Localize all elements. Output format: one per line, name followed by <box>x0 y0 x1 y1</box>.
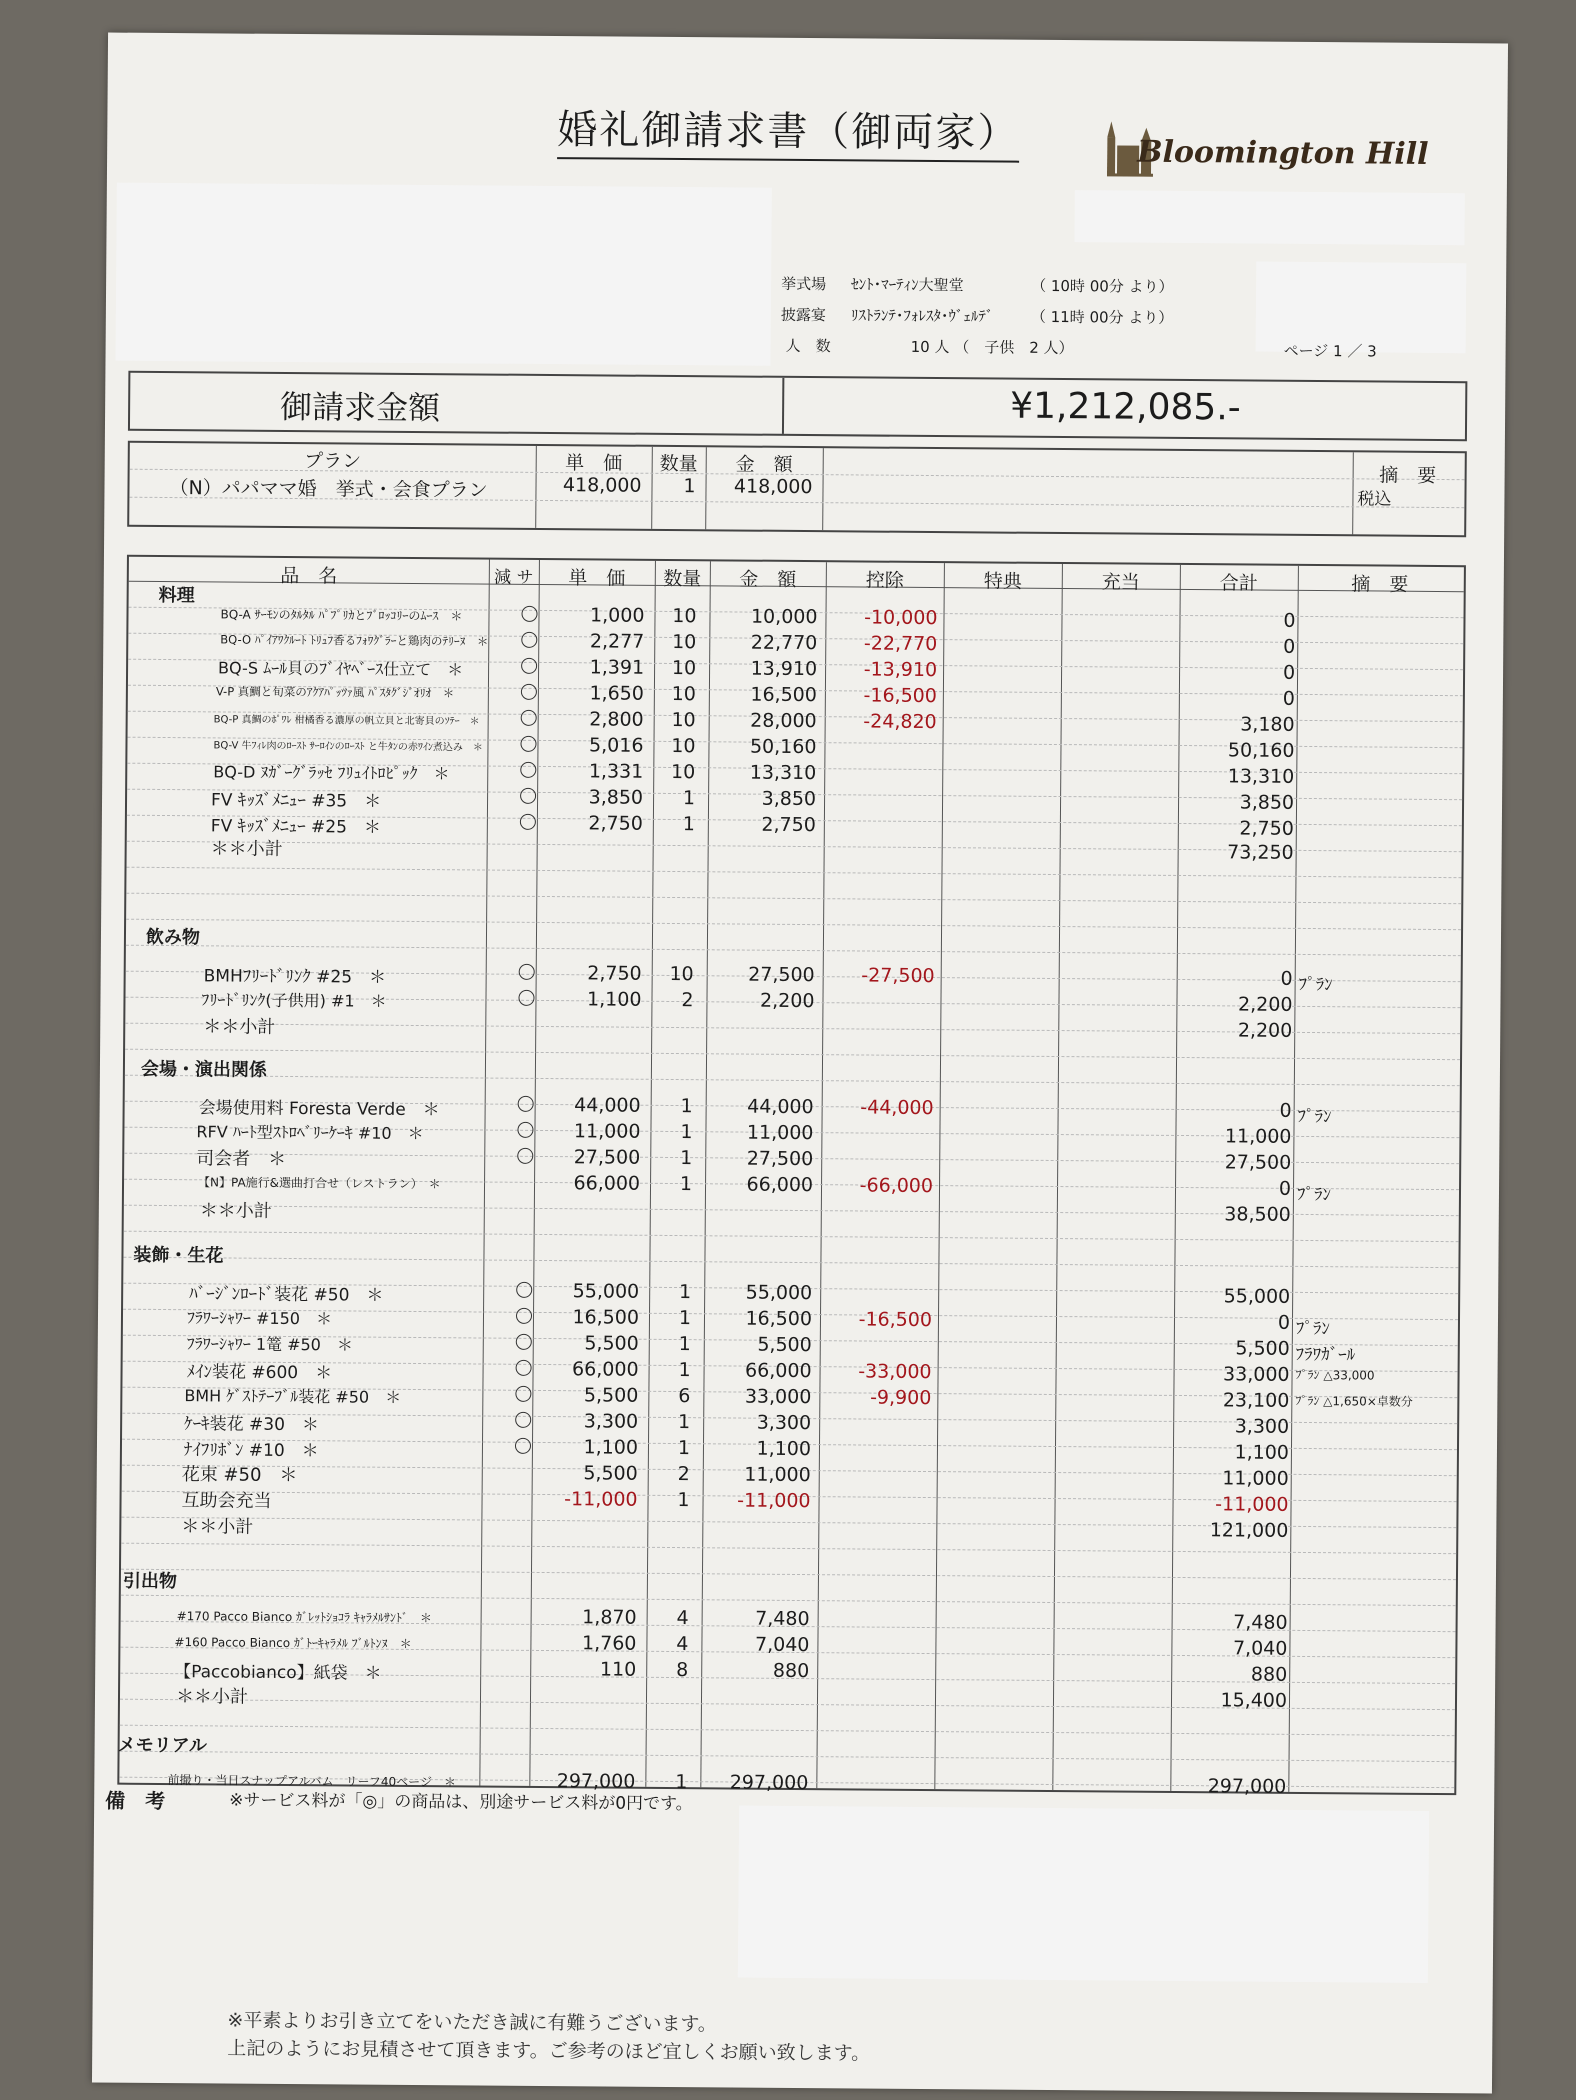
item-name: ＊＊小計 <box>181 1516 254 1538</box>
footer-line-1: ※平素よりお引き立てをいただき誠に有難うございます。 <box>227 2009 717 2036</box>
amount: 66,000 <box>746 1173 814 1197</box>
total-box <box>128 371 1467 442</box>
unit-price: 2,277 <box>589 630 645 653</box>
amount: 880 <box>772 1659 810 1683</box>
redacted-block <box>115 183 771 366</box>
amount: 5,500 <box>757 1333 812 1357</box>
unit-price: 11,000 <box>573 1120 641 1143</box>
item-name: 【N】PA施行&選曲打合せ（レストラン） ＊ <box>197 1175 441 1192</box>
redacted-block <box>738 1806 1429 1983</box>
header-allocation: 充当 <box>1101 571 1140 594</box>
item-name: ＊＊小計 <box>210 838 283 860</box>
remarks-area <box>105 1781 1452 2041</box>
invoice-title: 婚礼御請求書（御両家） <box>557 98 1019 163</box>
quantity: 1 <box>679 1173 693 1196</box>
plan-header-remarks: 摘 要 <box>1379 464 1437 487</box>
row-remarks: ﾌﾟﾗﾝ △1,650×卓数分 <box>1295 1393 1413 1409</box>
plan-header-name: プラン <box>304 450 362 473</box>
circle-mark <box>515 1412 531 1428</box>
total-amount: ¥1,212,085.- <box>1010 385 1241 429</box>
section-memorial: メモリアル <box>117 1734 207 1757</box>
row-total: -11,000 <box>1215 1493 1289 1516</box>
circle-mark <box>520 814 536 830</box>
circle-mark <box>516 1282 532 1298</box>
quantity: 4 <box>676 1633 689 1656</box>
plan-qty: 1 <box>683 475 696 498</box>
row-total: 2,750 <box>1239 817 1294 840</box>
item-name: 花束 #50 ＊ <box>181 1464 298 1487</box>
item-name: BQ-S ﾑｰﾙ貝のﾌﾞｲﾔﾍﾞｰｽ仕立て ＊ <box>218 658 464 680</box>
unit-price: 1,870 <box>582 1606 637 1629</box>
quantity: 1 <box>680 1147 693 1170</box>
row-remarks: ﾌﾟﾗﾝ △33,000 <box>1295 1367 1375 1383</box>
row-total: 7,040 <box>1232 1637 1288 1660</box>
row-remarks: ﾌﾟﾗﾝ <box>1296 1184 1332 1206</box>
row-remarks: ﾌﾗﾜｶﾞｰﾙ <box>1295 1344 1356 1366</box>
item-name: BQ-P 真鯛のﾎﾟﾜﾚ 柑橘香る濃厚の帆立貝と北寄貝のｿﾃｰ ＊ <box>213 714 480 728</box>
item-name: BMHﾌﾘｰﾄﾞﾘﾝｸ #25 ＊ <box>203 965 387 988</box>
circle-mark <box>518 990 534 1006</box>
quantity: 1 <box>677 1437 691 1460</box>
footer-line-2: 上記のようにお見積させて頂きます。ご参考のほど宜しくお願い致します。 <box>227 2037 871 2065</box>
plan-header-amount: 金 額 <box>735 453 793 476</box>
unit-price: 1,000 <box>590 604 645 627</box>
quantity: 1 <box>678 1359 691 1382</box>
circle-mark <box>520 736 536 752</box>
row-divider <box>123 1257 1458 1268</box>
header-name: 品 名 <box>280 564 338 588</box>
unit-price: 5,500 <box>583 1384 639 1407</box>
deduction: -33,000 <box>858 1360 932 1384</box>
row-total: 297,000 <box>1207 1775 1287 1798</box>
row-total: 0 <box>1283 635 1296 658</box>
total-label: 御請求金額 <box>279 387 441 428</box>
section-decoration: 装飾・生花 <box>133 1244 224 1267</box>
row-divider <box>124 1231 1459 1242</box>
row-total: 1,100 <box>1234 1441 1290 1464</box>
deduction: -66,000 <box>859 1174 934 1198</box>
reception-venue: ﾘｽﾄﾗﾝﾃ･ﾌｫﾚｽﾀ･ｳﾞｪﾙﾃﾞ <box>850 306 994 326</box>
quantity: 1 <box>680 1121 693 1144</box>
row-total: 0 <box>1282 687 1295 710</box>
plan-amount: 418,000 <box>733 475 813 499</box>
row-total: 121,000 <box>1209 1519 1289 1542</box>
item-name: V-P 真鯛と旬菜のｱｸｱﾊﾟｯﾂｧ風 ﾊﾟｽﾀｸﾞｼﾞｵﾘｵ ＊ <box>215 684 455 701</box>
amount: -11,000 <box>737 1489 811 1513</box>
amount: 13,310 <box>749 761 817 785</box>
unit-price: 16,500 <box>572 1306 640 1329</box>
item-name: ﾌﾗﾜｰｼｬﾜｰ #150 ＊ <box>186 1308 333 1329</box>
row-total: 55,000 <box>1223 1285 1291 1308</box>
items-table <box>117 555 1466 1798</box>
unit-price: 27,500 <box>573 1146 641 1169</box>
amount: 297,000 <box>729 1771 809 1795</box>
circle-mark <box>521 684 537 700</box>
guests-value: 10 人 （ 子供 2 人） <box>910 337 1074 358</box>
ceremony-venue: ｾﾝﾄ･ﾏｰﾃｨﾝ大聖堂 <box>851 275 964 295</box>
item-name: ﾌﾗﾜｰｼｬﾜｰ 1篭 #50 ＊ <box>186 1334 353 1355</box>
section-gifts: 引出物 <box>122 1570 177 1593</box>
plan-header-qty: 数量 <box>659 452 698 476</box>
row-divider <box>120 1725 1455 1736</box>
circle-mark <box>517 1122 533 1138</box>
item-name: ＊＊小計 <box>203 1016 276 1038</box>
row-total: 0 <box>1277 1311 1291 1334</box>
item-name: FV ｷｯｽﾞﾒﾆｭｰ #25 ＊ <box>210 815 382 838</box>
row-total: 880 <box>1250 1663 1288 1686</box>
amount: 44,000 <box>747 1095 814 1119</box>
quantity: 10 <box>669 962 694 986</box>
deduction: -13,910 <box>863 658 938 682</box>
unit-price: 1,100 <box>583 1436 639 1459</box>
unit-price: 3,300 <box>583 1410 639 1433</box>
amount: 2,750 <box>761 813 816 837</box>
row-remarks: ﾌﾟﾗﾝ <box>1295 1318 1331 1340</box>
item-name: BQ-A ｻｰﾓﾝのﾀﾙﾀﾙ ﾊﾟﾌﾟﾘｶとﾌﾞﾛｯｺﾘｰのﾑｰｽ ＊ <box>220 607 463 624</box>
reception-label: 披露宴 <box>780 305 826 325</box>
item-name: #160 Pacco Bianco ｶﾞﾄｰｷｬﾗﾒﾙ ﾌﾞﾙﾄﾝﾇ ＊ <box>174 1635 412 1651</box>
row-total: 73,250 <box>1227 841 1294 864</box>
row-total: 33,000 <box>1222 1363 1290 1386</box>
circle-mark <box>521 710 537 726</box>
row-total: 3,850 <box>1239 791 1295 814</box>
quantity: 1 <box>678 1333 691 1356</box>
deduction: -44,000 <box>860 1096 934 1120</box>
circle-mark <box>515 1386 531 1402</box>
row-total: 13,310 <box>1227 765 1295 788</box>
amount: 3,850 <box>761 787 817 811</box>
amount: 27,500 <box>748 963 815 987</box>
amount: 28,000 <box>750 709 817 733</box>
quantity: 1 <box>678 1307 692 1330</box>
deduction: -24,820 <box>863 710 937 734</box>
row-total: 3,180 <box>1240 713 1295 736</box>
deduction: -9,900 <box>870 1386 932 1410</box>
deduction: -16,500 <box>863 684 937 708</box>
row-divider <box>121 1543 1456 1554</box>
section-drinks: 飲み物 <box>145 926 201 949</box>
unit-price: 297,000 <box>556 1770 636 1793</box>
circle-mark <box>517 1148 533 1164</box>
unit-price: 1,100 <box>587 988 642 1011</box>
redacted-block <box>1074 190 1464 245</box>
row-total: 0 <box>1278 1177 1292 1200</box>
quantity: 10 <box>671 760 696 784</box>
reception-time: （ 11時 00分 より） <box>1030 307 1174 327</box>
quantity: 10 <box>671 734 696 758</box>
amount: 16,500 <box>750 683 817 707</box>
section-cuisine: 料理 <box>158 584 195 607</box>
item-name: ｹｰｷ装花 #30 ＊ <box>184 1413 320 1435</box>
unit-price: 3,850 <box>588 786 644 809</box>
row-total: 15,400 <box>1220 1689 1288 1712</box>
quantity: 10 <box>671 656 697 680</box>
item-name: BQ-V 牛ﾌｨﾚ肉のﾛｰｽﾄ ｻｰﾛｲﾝのﾛｰｽﾄ と牛ﾀﾝの赤ﾜｲﾝ煮込み ＊ <box>213 740 483 754</box>
row-total: 23,100 <box>1222 1389 1290 1412</box>
item-name: 【Paccobianco】紙袋 ＊ <box>174 1661 382 1684</box>
amount: 16,500 <box>745 1307 813 1331</box>
row-divider <box>121 1569 1456 1580</box>
circle-mark <box>521 658 537 674</box>
quantity: 10 <box>671 682 696 706</box>
unit-price: 66,000 <box>572 1358 639 1381</box>
item-name: BMH ｹﾞｽﾄﾃｰﾌﾞﾙ装花 #50 ＊ <box>184 1386 402 1407</box>
amount: 33,000 <box>744 1385 812 1409</box>
quantity: 2 <box>681 989 694 1012</box>
circle-mark <box>520 762 536 778</box>
item-name: BQ-O ﾊﾟｲｱﾜｸﾙｰﾄ ﾄﾘｭﾌ香るﾌｫﾜｸﾞﾗｰと鶏肉のﾃﾘｰﾇ ＊ <box>220 632 489 649</box>
amount: 1,100 <box>756 1437 812 1461</box>
item-name: #170 Pacco Bianco ｶﾞﾚｯﾄｼｮｺﾗ ｷｬﾗﾒﾙｻﾝﾄﾞ ＊ <box>176 1609 432 1626</box>
header-amount: 金 額 <box>739 568 797 591</box>
quantity: 10 <box>671 708 696 732</box>
row-total: 2,200 <box>1237 993 1293 1016</box>
header-benefit: 特典 <box>983 570 1022 593</box>
row-divider <box>126 893 1461 904</box>
deduction: -16,500 <box>858 1308 933 1332</box>
item-name: 互助会充当 <box>181 1490 272 1512</box>
plan-header-unit: 単 価 <box>565 452 623 475</box>
section-venue: 会場・演出関係 <box>140 1058 268 1081</box>
deduction: -22,770 <box>863 632 938 656</box>
row-divider <box>125 1049 1460 1060</box>
quantity: 2 <box>677 1463 690 1486</box>
circle-mark <box>521 632 537 648</box>
amount: 11,000 <box>744 1463 811 1487</box>
item-name: 前撮り・当日スナップアルバム リーフ40ページ ＊ <box>167 1773 457 1790</box>
circle-mark <box>516 1334 532 1350</box>
row-total: 5,500 <box>1235 1337 1290 1360</box>
unit-price: 55,000 <box>572 1280 640 1303</box>
circle-mark <box>516 1360 532 1376</box>
circle-mark <box>516 1308 532 1324</box>
amount: 7,480 <box>755 1607 810 1631</box>
quantity: 1 <box>679 1281 692 1304</box>
item-name: ﾅｲﾌﾘﾎﾞﾝ #10 ＊ <box>183 1439 319 1461</box>
brand-logo-text: Bloomington Hill <box>1137 134 1429 172</box>
circle-mark <box>520 788 536 804</box>
amount: 66,000 <box>745 1359 812 1383</box>
row-divider <box>127 867 1462 878</box>
item-name: FV ｷｯｽﾞﾒﾆｭｰ #35 ＊ <box>210 789 382 812</box>
deduction: -27,500 <box>861 964 935 988</box>
row-divider <box>125 1075 1460 1086</box>
amount: 3,300 <box>756 1411 812 1435</box>
quantity: 1 <box>677 1489 690 1512</box>
plan-table <box>127 441 1467 538</box>
item-name: 司会者 ＊ <box>196 1148 287 1170</box>
amount: 7,040 <box>754 1633 810 1657</box>
quantity: 10 <box>672 604 697 628</box>
ceremony-time: （ 10時 00分 より） <box>1031 276 1174 296</box>
amount: 13,910 <box>750 657 818 681</box>
header-remarks: 摘 要 <box>1351 573 1409 596</box>
unit-price: 1,391 <box>589 656 645 679</box>
page-number: ページ 1 ／ 3 <box>1283 341 1377 361</box>
amount: 22,770 <box>750 631 818 655</box>
quantity: 4 <box>676 1607 689 1630</box>
amount: 10,000 <box>750 605 818 629</box>
item-name: RFV ﾊｰﾄ型ｽﾄﾛﾍﾞﾘｰｹｰｷ #10 ＊ <box>196 1122 424 1144</box>
header-unit: 単 価 <box>568 567 626 590</box>
unit-price: 2,800 <box>589 708 644 731</box>
invoice-paper <box>92 33 1508 2094</box>
divider <box>782 378 784 434</box>
amount: 2,200 <box>759 989 815 1013</box>
row-total: 2,200 <box>1237 1019 1293 1042</box>
header-deduction: 控除 <box>865 569 904 592</box>
unit-price: 5,016 <box>588 734 644 757</box>
quantity: 1 <box>675 1771 688 1794</box>
row-divider <box>126 945 1461 956</box>
row-remarks: ﾌﾟﾗﾝ <box>1298 974 1333 996</box>
header-qty: 数量 <box>663 567 702 591</box>
header-gensa: 減 サ <box>494 567 534 588</box>
item-name: ﾌﾘｰﾄﾞﾘﾝｸ(子供用) #1 ＊ <box>201 990 387 1011</box>
quantity: 1 <box>680 1095 693 1118</box>
row-total: 0 <box>1283 609 1296 632</box>
item-name: ＊＊小計 <box>199 1200 272 1222</box>
unit-price: 1,331 <box>588 760 644 783</box>
unit-price: 2,750 <box>587 962 642 985</box>
amount: 27,500 <box>746 1147 814 1171</box>
header-total: 合計 <box>1219 572 1258 595</box>
quantity: 1 <box>682 787 696 810</box>
row-total: 50,160 <box>1227 739 1295 762</box>
item-name: ＊＊小計 <box>175 1686 249 1708</box>
unit-price: 110 <box>599 1658 637 1681</box>
item-name: 会場使用料 Foresta Verde ＊ <box>198 1097 440 1120</box>
row-total: 0 <box>1282 661 1296 684</box>
item-name: BQ-D ﾇｶﾞｰｸﾞﾗｯｾ ﾌﾘｭｲﾄﾛﾋﾟｯｸ ＊ <box>213 762 450 784</box>
plan-unit: 418,000 <box>562 474 642 497</box>
remarks-note: ※サービス料が「◎」の商品は、別途サービス料が0円です。 <box>229 1790 693 1815</box>
unit-price: 2,750 <box>588 812 643 835</box>
row-divider <box>126 919 1461 930</box>
row-divider <box>120 1751 1455 1762</box>
amount: 11,000 <box>746 1121 814 1145</box>
quantity: 10 <box>672 630 697 654</box>
circle-mark <box>519 964 535 980</box>
row-total: 0 <box>1279 1099 1292 1122</box>
unit-price: 1,760 <box>581 1632 637 1655</box>
amount: 55,000 <box>745 1281 813 1305</box>
row-total: 3,300 <box>1234 1415 1290 1438</box>
unit-price: 5,500 <box>584 1332 639 1355</box>
row-total: 7,480 <box>1233 1611 1288 1634</box>
circle-mark <box>521 606 537 622</box>
circle-mark <box>518 1096 534 1112</box>
plan-remarks: 税込 <box>1357 489 1392 510</box>
quantity: 1 <box>677 1411 691 1434</box>
row-total: 11,000 <box>1222 1467 1289 1490</box>
item-name: ﾊﾞｰｼﾞﾝﾛｰﾄﾞ装花 #50 ＊ <box>189 1283 384 1306</box>
item-name: ﾒｲﾝ装花 #600 ＊ <box>186 1361 333 1383</box>
plan-name: （N）パパママ婚 挙式・会食プラン <box>169 477 488 502</box>
row-total: 0 <box>1280 967 1293 990</box>
unit-price: 5,500 <box>583 1462 638 1485</box>
guests-label: 人 数 <box>785 336 831 356</box>
row-remarks: ﾌﾟﾗﾝ <box>1297 1106 1332 1128</box>
row-total: 11,000 <box>1224 1125 1292 1148</box>
quantity: 8 <box>676 1659 689 1682</box>
unit-price: 44,000 <box>574 1094 641 1117</box>
quantity: 1 <box>682 813 695 836</box>
row-total: 38,500 <box>1224 1203 1291 1226</box>
deduction: -10,000 <box>864 606 938 630</box>
unit-price: 66,000 <box>573 1172 641 1195</box>
unit-price: 1,650 <box>589 682 644 705</box>
circle-mark <box>515 1438 531 1454</box>
unit-price: -11,000 <box>564 1488 638 1511</box>
row-total: 27,500 <box>1224 1151 1292 1174</box>
amount: 50,160 <box>749 735 817 759</box>
remarks-label: 備 考 <box>105 1788 166 1814</box>
ceremony-label: 挙式場 <box>781 274 827 294</box>
quantity: 6 <box>678 1385 691 1408</box>
